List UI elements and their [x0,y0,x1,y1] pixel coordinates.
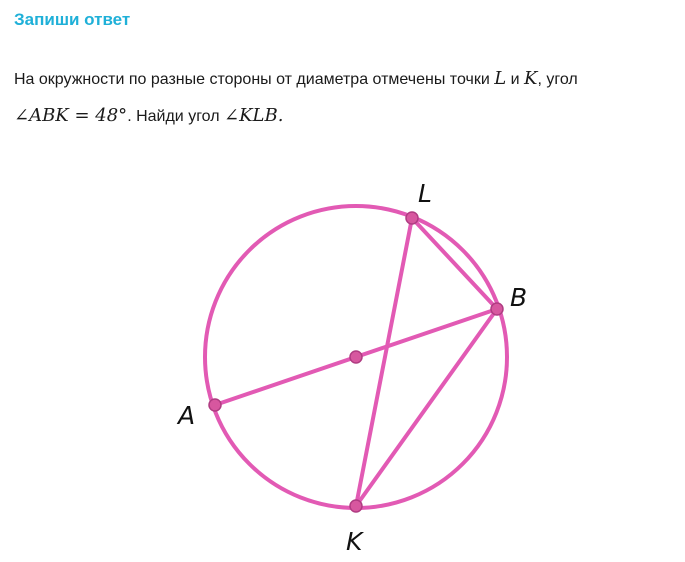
problem-statement [14,61,679,135]
label-l: L [418,179,432,208]
problem-text-3: . Найди угол [127,108,224,125]
problem-conj: и [506,71,524,88]
chord-lb [412,218,497,309]
label-a: A [178,401,196,430]
label-k: K [346,527,363,556]
point-l-ref: L [494,68,507,89]
point-k [350,500,362,512]
point-a [209,399,221,411]
problem-text-2: , угол [537,71,578,88]
center-point [350,351,362,363]
asked-angle: ∠KLB. [224,105,284,126]
chord-lk [356,218,412,506]
point-k-ref: K [524,68,538,89]
geometry-figure [0,140,685,562]
problem-text-1: На окружности по разные стороны от диаметра отмечены точки [14,71,495,88]
task-heading: Запиши ответ [14,10,131,29]
given-angle: ∠ABK = 48° [14,105,128,126]
point-l [406,212,418,224]
label-b: B [510,283,528,312]
point-b [491,303,503,315]
